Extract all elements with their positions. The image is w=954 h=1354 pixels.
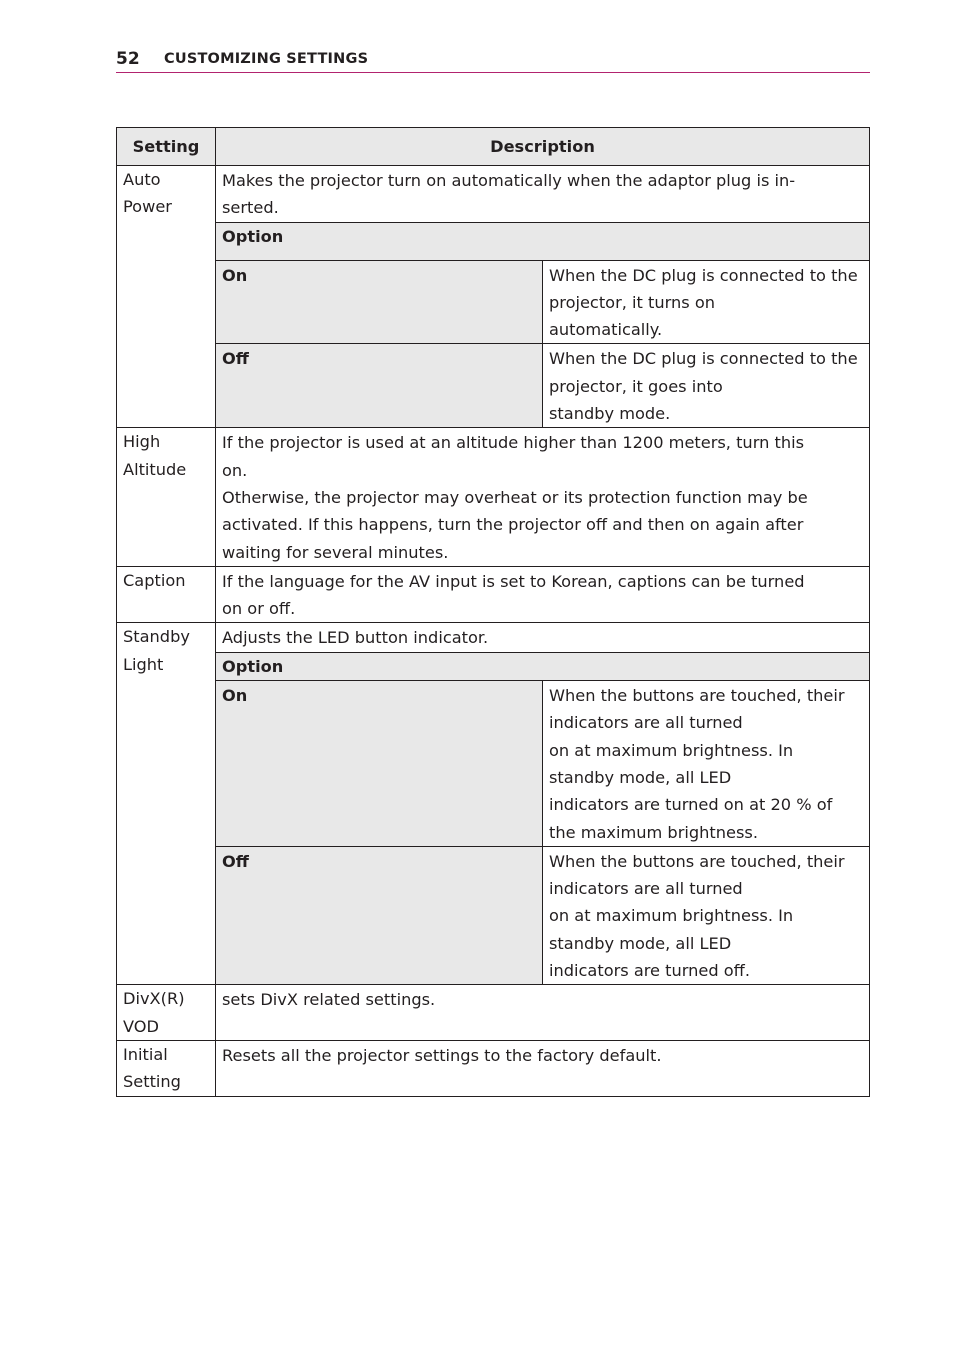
setting-name-high-altitude: High Altitude [117, 428, 216, 566]
table-row [117, 428, 870, 566]
setting-description [216, 428, 870, 566]
option-name: Off [216, 344, 543, 427]
option-header: Option [216, 652, 869, 680]
description-text: If the language for the AV input is set to Korean, captions can be turned on or off. [222, 571, 805, 619]
setting-description [216, 623, 870, 985]
option-name: Off [216, 846, 543, 984]
option-description: When the DC plug is connected to the projector, it turns on automatically. [543, 260, 870, 344]
options-table [216, 222, 869, 428]
setting-name-initial-setting: Initial Setting [117, 1040, 216, 1096]
option-row [216, 344, 869, 427]
option-row [216, 260, 869, 344]
table-row [117, 985, 870, 1041]
setting-name-caption: Caption [117, 566, 216, 623]
option-row [216, 846, 869, 984]
option-name: On [216, 260, 543, 344]
setting-name-auto-power: Auto Power [117, 166, 216, 428]
description-text: sets DivX related settings. [222, 990, 436, 1010]
setting-name-divx-vod: DivX(R) VOD [117, 985, 216, 1041]
description-text: If the projector is used at an altitude higher than 1200 meters, turn this on. Otherwise, the projector may overheat or its protection function may be activated. If this happens, turn the projector off and then on again after waiting for several minutes. [222, 433, 808, 562]
table-row [117, 166, 870, 428]
column-header-description: Description [216, 128, 870, 166]
description-text: Makes the projector turn on automatically when the adaptor plug is in- serted. [222, 171, 796, 218]
table-header-row [117, 128, 870, 166]
settings-table [116, 127, 870, 1097]
column-header-setting: Setting [117, 128, 216, 166]
page-header [116, 46, 870, 73]
setting-description [216, 566, 870, 623]
option-name: On [216, 681, 543, 847]
option-description: When the DC plug is connected to the projector, it goes into standby mode. [543, 344, 870, 427]
table-row [117, 623, 870, 985]
option-description: When the buttons are touched, their indicators are all turned on at maximum brightness. In standby mode, all LED indicators are turned off. [543, 846, 870, 984]
page-number: 52 [116, 49, 140, 69]
option-description: When the buttons are touched, their indicators are all turned on at maximum brightness. In standby mode, all LED indicators are turned on at 20 % of the maximum brightness. [543, 681, 870, 847]
options-table [216, 652, 869, 985]
setting-description [216, 1040, 870, 1096]
option-header: Option [216, 222, 869, 260]
description-text: Resets all the projector settings to the factory default. [222, 1045, 662, 1065]
description-text: Adjusts the LED button indicator. [222, 628, 489, 648]
setting-description [216, 985, 870, 1041]
setting-name-standby-light: Standby Light [117, 623, 216, 985]
table-row [117, 566, 870, 623]
setting-description [216, 166, 870, 428]
option-row [216, 681, 869, 847]
table-row [117, 1040, 870, 1096]
section-title: CUSTOMIZING SETTINGS [164, 51, 369, 67]
